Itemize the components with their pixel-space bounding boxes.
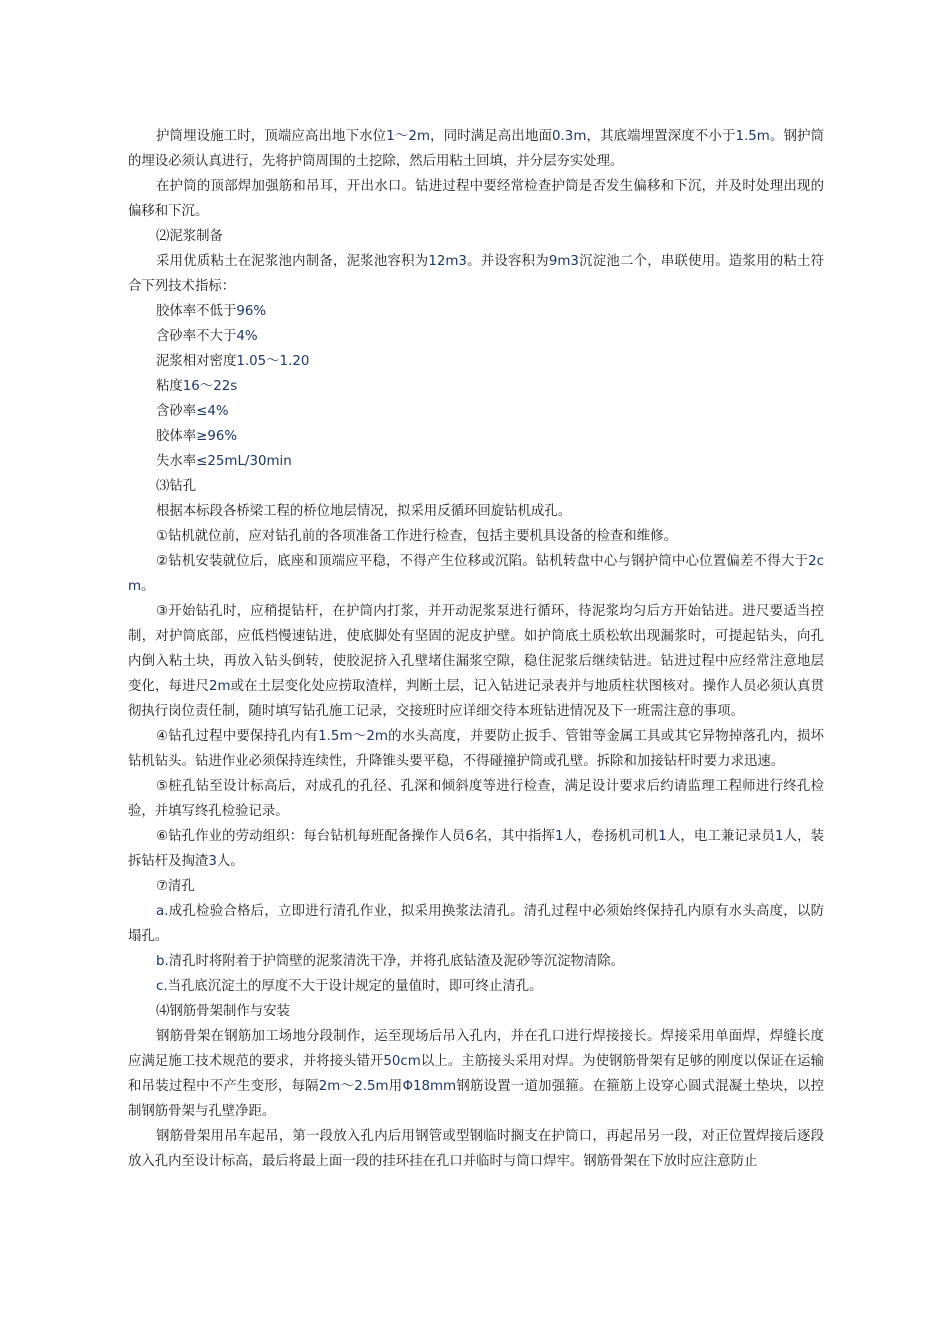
paragraph-drilling-method: 根据本标段各桥梁工程的桥位地层情况，拟采用反循环回旋钻机成孔。 xyxy=(156,504,572,519)
spec-colloid-rate: 胶体率不低于96% xyxy=(156,304,267,319)
paragraph-casing-reinforcement: 在护筒的顶部焊加强筋和吊耳，开出水口。钻进过程中要经常检查护筒是否发生偏移和下沉，并及时处理出现的偏移和下沉。 xyxy=(128,179,824,219)
heading-hole-cleaning: ⑦清孔 xyxy=(156,879,195,894)
paragraph-drilling-step-3: ③开始钻孔时，应稍提钻杆，在护筒内打浆，并开动泥浆泵进行循环，待泥浆均匀后方开始钻进。进尺要适当控制，对护筒底部，应低档慢速钻进，使底脚处有坚固的泥皮护壁。如护筒底土质松软出现漏浆时，可提起钻头，向孔内倒入粘土块，再放入钻头倒转，使胶泥挤入孔壁堵住漏浆空隙，稳住泥浆后继续钻进。钻进过程中应经常注意地层变化，每进尺2m或在土层变化处应捞取渣样，判断土层，记入钻进记录表并与地质柱状图核对。操作人员必须认真贯彻执行岗位责任制，随时填写钻孔施工记录，交接班时应详细交待本班钻进情况及下一班需注意的事项。 xyxy=(128,604,825,719)
paragraph-cleaning-b: b.清孔时将附着于护筒壁的泥浆清洗干净，并将孔底钻渣及泥砂等沉淀物清除。 xyxy=(156,954,625,969)
paragraph-drilling-step-2: ②钻机安装就位后，底座和顶端应平稳，不得产生位移或沉陷。钻机转盘中心与钢护筒中心位置偏差不得大于2cm。 xyxy=(128,554,824,594)
spec-sand-content: 含砂率不大于4% xyxy=(156,329,258,344)
spec-viscosity: 粘度16～22s xyxy=(156,379,238,394)
paragraph-drilling-step-6: ⑥钻孔作业的劳动组织：每台钻机每班配备操作人员6名，其中指挥1人，卷扬机司机1人，电工兼记录员1人，装拆钻杆及掏渣3人。 xyxy=(128,829,825,869)
document-page xyxy=(128,124,824,1174)
paragraph-drilling-step-1: ①钻机就位前，应对钻孔前的各项准备工作进行检查，包括主要机具设备的检查和维修。 xyxy=(156,529,677,544)
paragraph-casing-embedding: 护筒埋设施工时，顶端应高出地下水位1～2m，同时满足高出地面0.3m，其底端埋置深度不小于1.5m。钢护筒的埋设必须认真进行，先将护筒周围的土挖除，然后用粘土回填，并分层夯实处理。 xyxy=(128,129,825,169)
paragraph-cleaning-c: c.当孔底沉淀土的厚度不大于设计规定的量值时，即可终止清孔。 xyxy=(156,979,543,994)
spec-sand-content-max: 含砂率≤4% xyxy=(156,404,229,419)
paragraph-rebar-lifting: 钢筋骨架用吊车起吊，第一段放入孔内后用钢管或型钢临时搁支在护筒口，再起吊另一段，对正位置焊接后逐段放入孔内至设计标高，最后将最上面一段的挂环挂在孔口并临时与筒口焊牢。钢筋骨架在下放时应注意防止 xyxy=(128,1129,824,1169)
spec-water-loss: 失水率≤25mL/30min xyxy=(156,454,292,469)
heading-rebar-cage: ⑷钢筋骨架制作与安装 xyxy=(156,1004,290,1019)
paragraph-drilling-step-4: ④钻孔过程中要保持孔内有1.5m～2m的水头高度，并要防止扳手、管钳等金属工具或其它异物掉落孔内，损坏钻机钻头。钻进作业必须保持连续性，升降锥头要平稳，不得碰撞护筒或孔壁。拆除和加接钻杆时要力求迅速。 xyxy=(128,729,825,769)
paragraph-rebar-fabrication: 钢筋骨架在钢筋加工场地分段制作，运至现场后吊入孔内，并在孔口进行焊接接长。焊接采用单面焊，焊缝长度应满足施工技术规范的要求，并将接头错开50cm以上。主筋接头采用对焊。为使钢筋骨架有足够的刚度以保证在运输和吊装过程中不产生变形，每隔2m～2.5m用Φ18mm钢筋设置一道加强箍。在箍筋上设穿心圆式混凝土垫块，以控制钢筋骨架与孔壁净距。 xyxy=(128,1029,825,1119)
paragraph-drilling-step-5: ⑤桩孔钻至设计标高后，对成孔的孔径、孔深和倾斜度等进行检查，满足设计要求后约请监理工程师进行终孔检验，并填写终孔检验记录。 xyxy=(128,779,824,819)
paragraph-cleaning-a: a.成孔检验合格后，立即进行清孔作业，拟采用换浆法清孔。清孔过程中必须始终保持孔内原有水头高度，以防塌孔。 xyxy=(128,904,824,944)
heading-drilling: ⑶钻孔 xyxy=(156,479,197,494)
spec-relative-density: 泥浆相对密度1.05～1.20 xyxy=(156,354,310,369)
spec-colloid-rate-min: 胶体率≥96% xyxy=(156,429,238,444)
paragraph-mud-pool: 采用优质粘土在泥浆池内制备，泥浆池容积为12m3。并设容积为9m3沉淀池二个，串联使用。造浆用的粘土符合下列技术指标： xyxy=(128,254,825,294)
heading-mud-preparation: ⑵泥浆制备 xyxy=(156,229,223,244)
